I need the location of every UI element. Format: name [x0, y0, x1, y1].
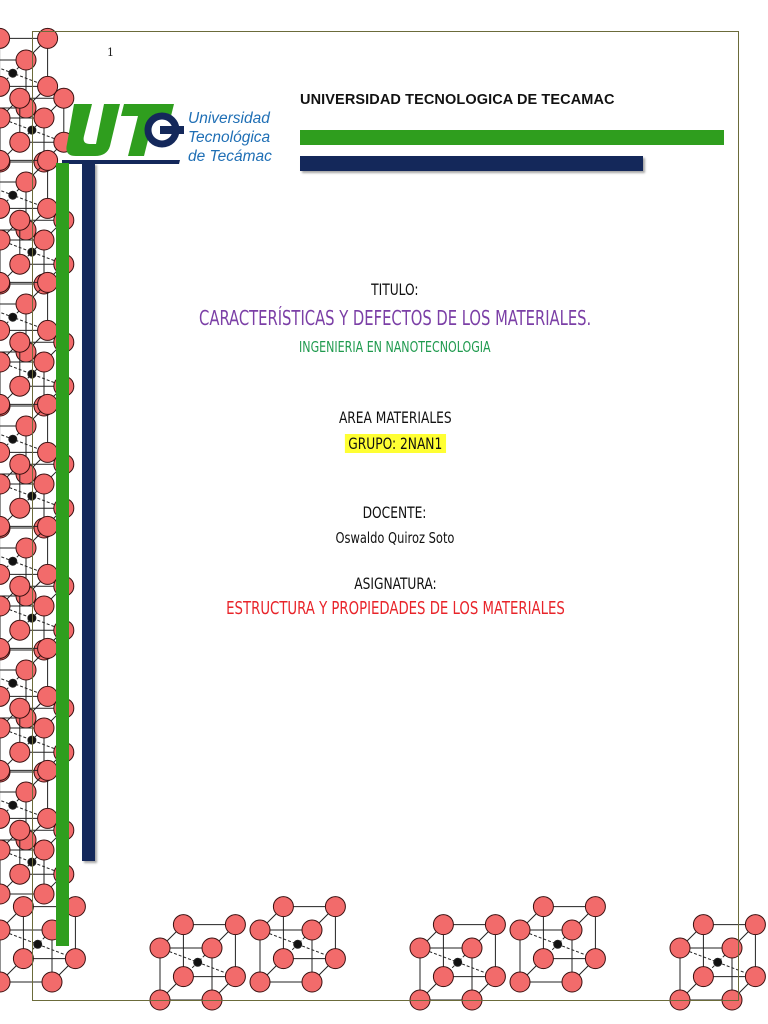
logo-line3: de Tecámac	[188, 148, 272, 165]
logo-line2: Tecnológica	[188, 129, 271, 146]
subject-label-row	[100, 574, 690, 593]
institution-name: UNIVERSIDAD TECNOLOGICA DE TECAMAC	[300, 92, 615, 108]
university-logo	[62, 98, 290, 166]
navy-horizontal-bar	[300, 156, 643, 171]
page-number: 1	[107, 46, 114, 59]
logo-line1: Universidad	[188, 110, 270, 127]
navy-vertical-bar	[82, 163, 95, 861]
program-row	[100, 337, 690, 356]
title-label-row	[100, 280, 690, 299]
subject-row	[100, 598, 690, 619]
group-label: GRUPO: 2NAN1	[345, 434, 446, 453]
title-row	[100, 306, 690, 330]
green-horizontal-bar	[300, 130, 724, 145]
ut-monogram-icon	[62, 104, 184, 164]
area-row	[100, 408, 690, 427]
program-name: INGENIERIA EN NANOTECNOLOGIA	[299, 338, 491, 356]
subject-name: ESTRUCTURA Y PROPIEDADES DE LOS MATERIALES	[225, 598, 565, 619]
green-vertical-bar	[56, 163, 69, 946]
teacher-label-row	[100, 503, 690, 522]
teacher-name: Oswaldo Quiroz Soto	[335, 529, 455, 547]
group-row	[100, 434, 690, 453]
subject-label: ASIGNATURA:	[353, 574, 437, 593]
area-label: AREA MATERIALES	[338, 408, 452, 427]
document-title: CARACTERÍSTICAS Y DEFECTOS DE LOS MATERIALES.	[198, 306, 592, 330]
title-label: TITULO:	[371, 280, 419, 299]
teacher-label: DOCENTE:	[363, 503, 427, 522]
teacher-row	[100, 528, 690, 547]
